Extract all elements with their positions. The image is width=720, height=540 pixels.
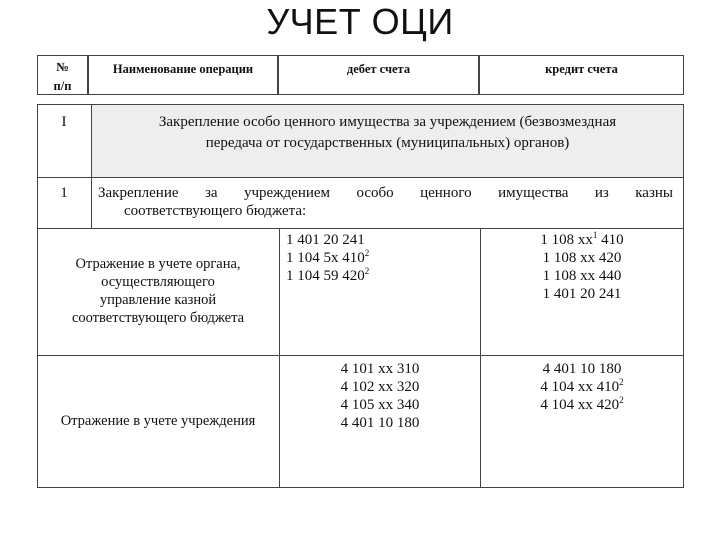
header-operation: Наименование операции <box>112 62 254 76</box>
header-operation-cell <box>88 55 278 95</box>
credit-line <box>482 360 682 378</box>
debit-footnote-mark: 2 <box>364 266 370 276</box>
credit-account: 1 108 хх <box>540 232 593 248</box>
credit-footnote-mark: 2 <box>619 395 624 405</box>
credit-footnote-mark: 1 <box>592 230 598 240</box>
item-word: ценного <box>420 185 472 201</box>
credit-line <box>482 249 682 267</box>
credit-account: 1 108 хх 440 <box>542 268 622 284</box>
debit-line <box>286 267 404 285</box>
item-word: особо <box>356 185 394 201</box>
header-credit: кредит счета <box>545 62 618 76</box>
item-text <box>98 184 673 220</box>
section-title <box>95 113 680 152</box>
debit-account: 1 104 59 420 <box>286 268 365 284</box>
item-word: Закрепление <box>98 185 179 201</box>
debit-account: 1 401 20 241 <box>286 232 365 248</box>
item-text-line2: соответствующего бюджета: <box>124 203 307 219</box>
row-debit-institution <box>282 360 478 432</box>
label-line: управление казной <box>99 292 217 308</box>
debit-account: 4 101 хх 310 <box>340 361 420 377</box>
header-num-line2: п/п <box>53 79 72 93</box>
item-word: имущества <box>498 185 569 201</box>
debit-account: 4 102 хх 320 <box>340 379 420 395</box>
item-word: учреждением <box>243 185 331 201</box>
credit-line <box>482 396 682 414</box>
section-text-line1: Закрепление особо ценного имущества за учреждением (безвозмездная <box>158 114 617 130</box>
item-word: казны <box>635 185 673 201</box>
credit-account: 1 401 20 241 <box>542 286 622 302</box>
row-debit-organ <box>282 231 404 285</box>
page-title: УЧЕТ ОЦИ <box>266 1 454 42</box>
row-label-organ <box>40 255 276 327</box>
item-word: за <box>204 185 218 201</box>
debit-line <box>286 249 404 267</box>
header-num-cell <box>37 55 88 95</box>
credit-line <box>482 231 682 249</box>
debit-account: 4 401 10 180 <box>340 415 420 431</box>
debit-line <box>282 414 478 432</box>
row-label-institution <box>40 412 276 430</box>
credit-footnote-mark: 2 <box>619 377 624 387</box>
debit-account: 1 104 5х 410 <box>286 250 365 266</box>
label-line: осуществляющего <box>101 274 215 290</box>
credit-account: 4 401 10 180 <box>542 361 622 377</box>
row-credit-institution <box>482 360 682 414</box>
label-line: соответствующего бюджета <box>71 310 245 326</box>
debit-line <box>286 231 404 249</box>
header-debit: дебет счета <box>346 62 411 76</box>
header-debit-cell <box>278 55 479 95</box>
debit-account: 4 105 хх 340 <box>340 397 420 413</box>
debit-line <box>282 360 478 378</box>
item-num: 1 <box>60 185 68 201</box>
item-text-line1 <box>98 184 673 202</box>
section-num: I <box>61 114 67 130</box>
credit-line <box>482 267 682 285</box>
item-word: из <box>594 185 609 201</box>
row-credit-organ <box>482 231 682 303</box>
debit-line <box>282 396 478 414</box>
credit-account: 4 104 хх 420 <box>540 397 620 413</box>
debit-line <box>282 378 478 396</box>
section-text-line2: передача от государственных (муниципальных) органов) <box>205 135 570 151</box>
header-credit-cell <box>479 55 684 95</box>
credit-account: 4 104 хх 410 <box>540 379 620 395</box>
header-num-line1: № <box>56 60 69 74</box>
label-line: Отражение в учете учреждения <box>60 413 256 429</box>
debit-footnote-mark: 2 <box>364 248 370 258</box>
credit-account: 1 108 хх 420 <box>542 250 622 266</box>
label-line: Отражение в учете органа, <box>75 256 241 272</box>
credit-line <box>482 378 682 396</box>
credit-account-tail: 410 <box>597 232 624 248</box>
credit-line <box>482 285 682 303</box>
